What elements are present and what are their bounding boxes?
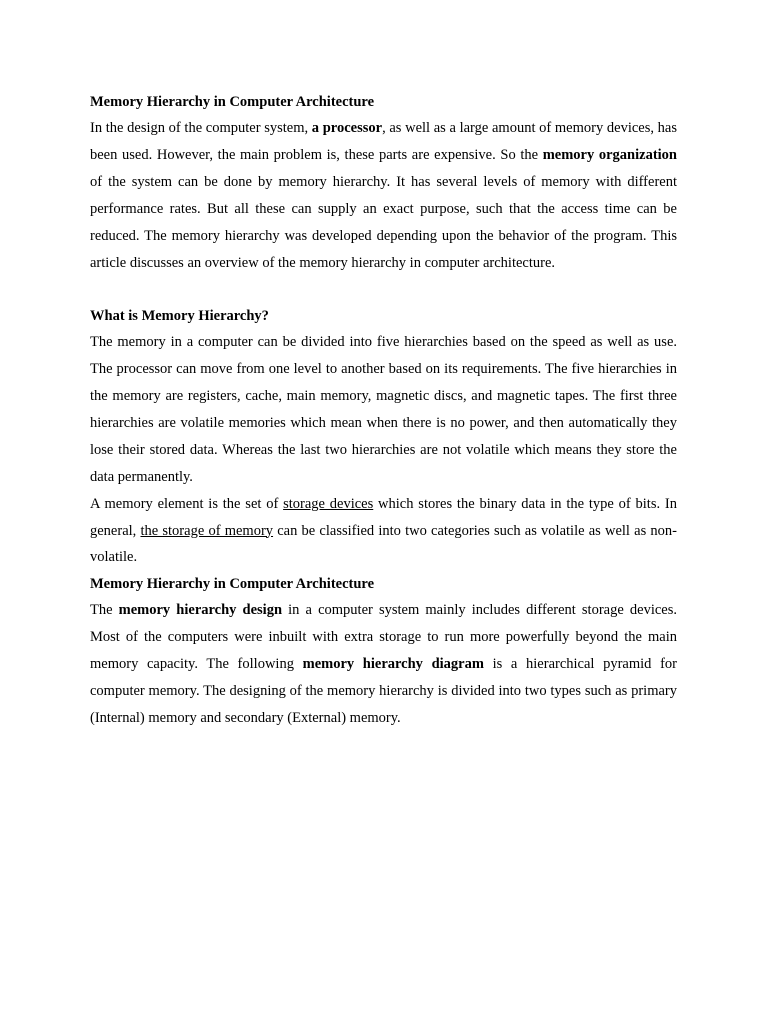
document-page <box>90 90 677 732</box>
section-heading-memory-hierarchy: Memory Hierarchy in Computer Architecture <box>90 94 375 110</box>
text-run: can be classified into two categories such as volatile as well as non- volatile. <box>90 522 677 565</box>
section-heading-architecture: Memory Hierarchy in Computer Architecture <box>90 575 375 592</box>
intro-paragraph <box>90 115 677 277</box>
bold-term-hierarchy-design: memory hierarchy design <box>118 601 283 618</box>
text-run: A memory element is the set of <box>90 496 284 512</box>
definition-paragraph: The memory in a computer can be divided into five hierarchies based on the speed as well as use. The processor can move from one level to another based on its requirements. The five hierarchies in the memory are registers, cache, main memory, magnetic discs, and magnetic tapes. The first three hierarchies are volatile memories which mean when there is no power, and then automatically they lose their stored data. Whereas the last two hierarchies are not volatile which means they store the data permanently. <box>90 334 677 485</box>
design-paragraph <box>90 597 677 732</box>
bold-term-processor: a processor <box>311 120 383 136</box>
memory-element-paragraph <box>90 491 677 571</box>
link-storage-devices[interactable]: storage devices <box>283 496 374 512</box>
bold-term-hierarchy-diagram: memory hierarchy diagram <box>302 655 484 672</box>
text-run: of the system can be done by memory hierarchy. It has several levels of memory with different performance rates. But all these can supply an exact purpose, such that the access time can be reduced. The memory hierarchy was developed depending upon the behavior of the program. This article discusses an overview of the memory hierarchy in computer architecture. <box>90 174 677 271</box>
text-run: is a hierarchical pyramid for computer memory. The designing of the memory hierarchy is divided into two types such as primary (Internal) memory and secondary (External) memory. <box>90 655 677 726</box>
text-run: In the design of the computer system, <box>90 120 312 136</box>
bold-term-memory-organization: memory organization <box>542 147 677 163</box>
blank-line <box>90 277 677 304</box>
link-storage-of-memory[interactable]: the storage of memory <box>140 522 274 539</box>
text-run: The <box>90 601 119 618</box>
section-heading-what-is: What is Memory Hierarchy? <box>90 308 269 324</box>
text-run: in a computer system mainly includes different storage devices. Most of the computers were inbuilt with extra storage to run more powerfully beyond the main memory capacity. The following <box>90 601 677 672</box>
text-run: which stores the binary data in the type of bits. In general, <box>90 496 677 539</box>
text-run: , as well as a large amount of memory devices, has been used. However, the main problem is, these parts are expensive. So the <box>90 120 677 163</box>
